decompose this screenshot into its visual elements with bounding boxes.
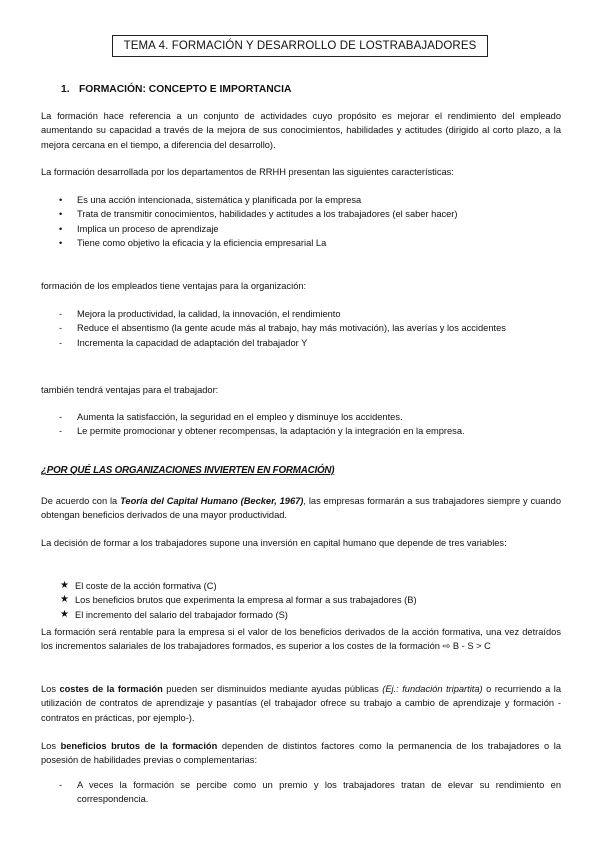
- example-reference: (Ej.: fundación tripartita): [382, 684, 483, 694]
- list-item: - Aumenta la satisfacción, la seguridad en el empleo y disminuye los accidentes.: [41, 410, 561, 424]
- dash-icon: -: [59, 309, 63, 319]
- list-item: • Trata de transmitir conocimientos, habilidades y actitudes a los trabajadores (el saber hacer): [41, 207, 561, 221]
- section-1-title: FORMACIÓN: CONCEPTO E IMPORTANCIA: [79, 84, 292, 95]
- paragraph-rentabilidad: La formación será rentable para la empresa si el valor de los beneficios derivados de la acción formativa, una vez detraídos los incrementos salariales de los trabajadores formados, es superior a los costes de la formación ⇨ B - S > C: [41, 627, 561, 652]
- section-1-heading: [41, 84, 561, 95]
- theory-reference: Teoría del Capital Humano (Becker, 1967): [120, 496, 304, 506]
- paragraph-ventajas-organizacion: formación de los empleados tiene ventajas para la organización:: [41, 281, 307, 291]
- paragraph-caracteristicas-intro: La formación desarrollada por los departamentos de RRHH presentan las siguientes características:: [41, 167, 454, 177]
- section-2-heading: ¿POR QUÉ LAS ORGANIZACIONES INVIERTEN EN FORMACIÓN): [41, 465, 335, 476]
- bullet-icon: •: [59, 237, 63, 248]
- paragraph-capital-humano: De acuerdo con la Teoría del Capital Humano (Becker, 1967), las empresas formarán a sus trabajadores siempre y cuando obtengan beneficios derivados de una mayor productividad.: [41, 496, 561, 521]
- dash-icon: -: [59, 337, 63, 348]
- characteristics-list: [41, 193, 561, 250]
- list-item: ★ El incremento del salario del trabajador formado (S): [41, 608, 561, 622]
- bullet-icon: •: [59, 223, 63, 234]
- document-title: TEMA 4. FORMACIÓN Y DESARROLLO DE LOSTRABAJADORES: [112, 35, 488, 57]
- list-item: ★ Los beneficios brutos que experimenta la empresa al formar a sus trabajadores (B): [41, 593, 561, 607]
- beneficios-term: beneficios brutos de la formación: [60, 741, 218, 751]
- list-item: - Mejora la productividad, la calidad, la innovación, el rendimiento: [41, 307, 561, 321]
- section-1-number: 1.: [61, 84, 70, 95]
- list-item: - Incrementa la capacidad de adaptación del trabajador Y: [41, 336, 561, 350]
- dash-icon: -: [59, 412, 63, 422]
- list-item: - Le permite promocionar y obtener recompensas, la adaptación y la integración en la empresa.: [41, 424, 561, 438]
- star-icon: ★: [60, 594, 69, 606]
- paragraph-formacion-definicion: La formación hace referencia a un conjunto de actividades cuyo propósito es mejorar el rendimiento del empleado aumentando su capacidad a través de la mejora de sus conocimientos, habilidades y actitudes (dirigido al corto plazo, a la mejora cercana en el tiempo, a diferencia del desarrollo).: [41, 111, 561, 150]
- bullet-icon: •: [59, 195, 63, 205]
- dash-icon: -: [59, 426, 63, 437]
- worker-advantages-list: [41, 410, 561, 439]
- list-item: - Reduce el absentismo (la gente acude más al trabajo, hay más motivación), las averías y los accidentes: [41, 321, 561, 335]
- paragraph-decision-inversion: La decisión de formar a los trabajadores supone una inversión en capital humano que depende de tres variables:: [41, 538, 507, 548]
- costes-term: costes de la formación: [59, 684, 163, 694]
- star-icon: ★: [60, 580, 69, 591]
- dash-icon: -: [59, 780, 63, 790]
- list-item: - A veces la formación se percibe como un premio y los trabajadores tratan de elevar su rendimiento en correspondencia.: [59, 780, 561, 805]
- paragraph-beneficios-brutos: Los beneficios brutos de la formación dependen de distintos factores como la permanencia de los trabajadores o la posesión de habilidades previas o complementarias:: [41, 741, 561, 766]
- variables-list: [41, 579, 561, 622]
- list-item: ★ El coste de la acción formativa (C): [41, 579, 561, 593]
- paragraph-costes-formacion: Los costes de la formación pueden ser disminuidos mediante ayudas públicas (Ej.: fundación tripartita) o recurriendo a la utilización de contratos de aprendizaje y pasantías (el trabajador ofrece su trabajo a cambio de aprendizaje y formación -contratos en prácticas, por ejemplo-).: [41, 684, 562, 723]
- paragraph-ventajas-trabajador: también tendrá ventajas para el trabajador:: [41, 385, 219, 395]
- list-item: • Implica un proceso de aprendizaje: [41, 222, 561, 236]
- org-advantages-list: [41, 307, 561, 350]
- benefits-factors-list: [41, 778, 561, 807]
- dash-icon: -: [59, 323, 63, 334]
- bullet-icon: •: [59, 209, 63, 220]
- star-icon: ★: [60, 608, 69, 620]
- list-item: • Tiene como objetivo la eficacia y la eficiencia empresarial La: [41, 236, 561, 250]
- list-item: • Es una acción intencionada, sistemática y planificada por la empresa: [41, 193, 561, 207]
